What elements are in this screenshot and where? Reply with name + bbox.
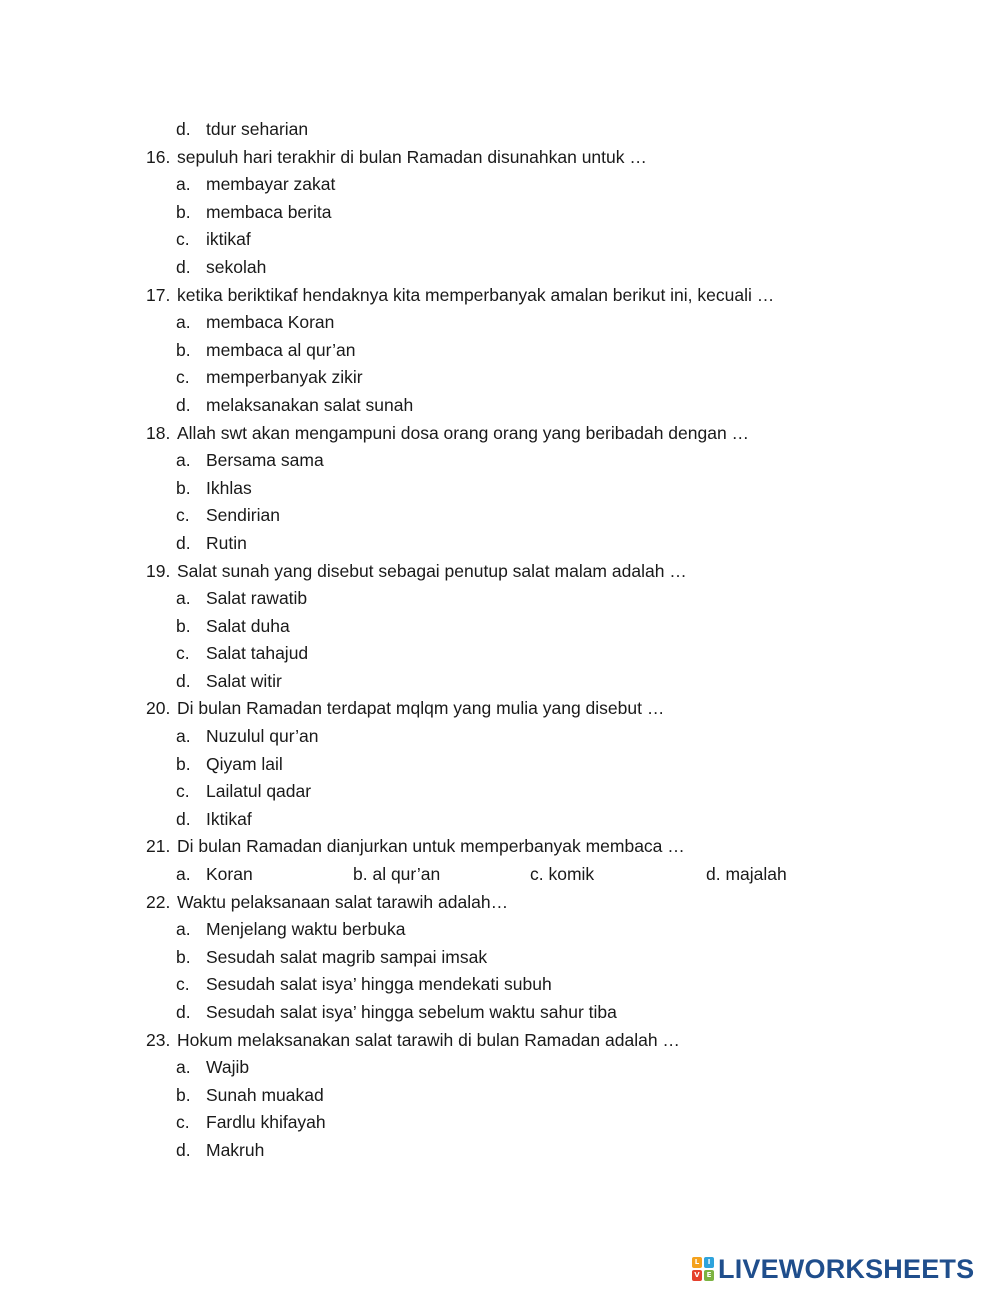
question-number: 22. [146, 891, 171, 912]
option-line [0, 502, 1000, 530]
option-line [0, 1054, 1000, 1082]
question-text: Salat sunah yang disebut sebagai penutup salat malam adalah … [177, 560, 687, 581]
question-line [0, 558, 1000, 586]
question-text: Allah swt akan mengampuni dosa orang orang yang beribadah dengan … [177, 422, 750, 443]
question-number: 23. [146, 1029, 171, 1050]
logo-icon-tile: E [704, 1270, 714, 1281]
option-line [0, 668, 1000, 696]
option-inline-d: d. majalah [706, 864, 787, 885]
option-letter: a. [176, 174, 191, 195]
option-text: membayar zakat [206, 174, 336, 195]
question-number: 21. [146, 836, 171, 857]
option-text: Sesudah salat magrib sampai imsak [206, 946, 488, 967]
question-line [0, 144, 1000, 172]
question-text: Waktu pelaksanaan salat tarawih adalah… [177, 891, 509, 912]
question-number: 18. [146, 422, 171, 443]
option-letter: a. [176, 864, 191, 885]
question-text: ketika beriktikaf hendaknya kita memperbanyak amalan berikut ini, kecuali … [177, 284, 775, 305]
option-letter: b. [176, 753, 191, 774]
option-line [0, 199, 1000, 227]
option-text: Ikhlas [206, 477, 252, 498]
option-text: Rutin [206, 532, 247, 553]
option-text: Salat tahajud [206, 643, 309, 664]
option-letter: b. [176, 201, 191, 222]
question-line [0, 420, 1000, 448]
option-letter: d. [176, 1139, 191, 1160]
option-line [0, 613, 1000, 641]
option-text: Wajib [206, 1057, 250, 1078]
option-letter: d. [176, 394, 191, 415]
question-text: Di bulan Ramadan dianjurkan untuk memperbanyak membaca … [177, 836, 685, 857]
option-letter: c. [176, 1112, 190, 1133]
option-line [0, 971, 1000, 999]
question-text: Di bulan Ramadan terdapat mqlqm yang mulia yang disebut … [177, 698, 665, 719]
option-letter: c. [176, 974, 190, 995]
question-number: 16. [146, 146, 171, 167]
liveworksheets-logo-icon [692, 1257, 714, 1281]
option-text: Fardlu khifayah [206, 1112, 326, 1133]
logo-icon-tile: I [704, 1257, 714, 1268]
option-text: Nuzulul qur’an [206, 726, 319, 747]
option-line [0, 916, 1000, 944]
option-line [0, 309, 1000, 337]
option-inline-b: b. al qur’an [353, 864, 441, 885]
option-line [0, 226, 1000, 254]
option-text: Iktikaf [206, 808, 252, 829]
option-line [0, 1082, 1000, 1110]
option-text: sekolah [206, 256, 267, 277]
option-text: tdur seharian [206, 119, 309, 139]
option-line [0, 751, 1000, 779]
option-text: membaca Koran [206, 312, 335, 333]
option-line [0, 364, 1000, 392]
question-line [0, 1027, 1000, 1055]
option-line [0, 640, 1000, 668]
question-number: 19. [146, 560, 171, 581]
option-letter: b. [176, 477, 191, 498]
option-letter: a. [176, 450, 191, 471]
option-letter: c. [176, 229, 190, 250]
option-letter: d. [176, 808, 191, 829]
option-text: Salat rawatib [206, 588, 308, 609]
question-line [0, 889, 1000, 917]
option-line [0, 171, 1000, 199]
option-letter: b. [176, 946, 191, 967]
option-text: Sendirian [206, 505, 280, 526]
option-text: memperbanyak zikir [206, 367, 363, 388]
option-letter: b. [176, 1084, 191, 1105]
option-letter: d. [176, 1002, 191, 1022]
question-text: sepuluh hari terakhir di bulan Ramadan disunahkan untuk … [177, 146, 647, 167]
option-text: Sunah muakad [206, 1084, 324, 1105]
option-letter: b. [176, 339, 191, 360]
option-line [0, 254, 1000, 282]
option-line [0, 778, 1000, 806]
option-letter: a. [176, 919, 191, 940]
option-text: melaksanakan salat sunah [206, 394, 414, 415]
option-text: Menjelang waktu berbuka [206, 919, 406, 940]
option-text: Makruh [206, 1139, 265, 1160]
option-letter: a. [176, 1057, 191, 1078]
question-line [0, 833, 1000, 861]
option-line [0, 475, 1000, 503]
option-line [0, 1109, 1000, 1137]
option-letter: a. [176, 588, 191, 609]
option-inline-c: c. komik [530, 864, 595, 885]
option-letter: d. [176, 532, 191, 553]
option-text: membaca berita [206, 201, 332, 222]
option-letter: c. [176, 505, 190, 526]
option-line [0, 1137, 1000, 1165]
option-letter: d. [176, 256, 191, 277]
option-line [0, 116, 1000, 144]
option-letter: a. [176, 312, 191, 333]
option-text: Lailatul qadar [206, 781, 312, 802]
logo-text: LIVEWORKSHEETS [718, 1253, 975, 1284]
option-text: membaca al qur’an [206, 339, 356, 360]
option-line [0, 530, 1000, 558]
question-number: 17. [146, 284, 171, 305]
inline-options-line [0, 861, 1000, 889]
option-line [0, 585, 1000, 613]
liveworksheets-logo [692, 1254, 974, 1284]
option-letter: a. [176, 726, 191, 747]
option-line [0, 337, 1000, 365]
option-letter: b. [176, 615, 191, 636]
question-line [0, 282, 1000, 310]
option-letter: c. [176, 781, 190, 802]
option-letter: c. [176, 367, 190, 388]
question-line [0, 695, 1000, 723]
option-text: Koran [206, 864, 253, 885]
logo-icon-tile: L [692, 1257, 702, 1268]
option-line [0, 447, 1000, 475]
option-line [0, 392, 1000, 420]
option-line [0, 723, 1000, 751]
option-letter: c. [176, 643, 190, 664]
option-text: Salat witir [206, 670, 282, 691]
option-line [0, 944, 1000, 972]
question-number: 20. [146, 698, 171, 719]
option-text: Salat duha [206, 615, 290, 636]
option-text: Qiyam lail [206, 753, 283, 774]
question-text: Hokum melaksanakan salat tarawih di bulan Ramadan adalah … [177, 1029, 680, 1050]
option-text: Sesudah salat isya’ hingga mendekati subuh [206, 974, 552, 995]
option-text: Bersama sama [206, 450, 324, 471]
worksheet-content [0, 116, 1000, 1165]
option-letter: d. [176, 119, 191, 139]
option-letter: d. [176, 670, 191, 691]
option-line [0, 806, 1000, 834]
option-line [0, 999, 1000, 1027]
option-text: Sesudah salat isya’ hingga sebelum waktu sahur tiba [206, 1002, 617, 1022]
logo-icon-tile: V [692, 1270, 702, 1281]
option-text: iktikaf [206, 229, 251, 250]
